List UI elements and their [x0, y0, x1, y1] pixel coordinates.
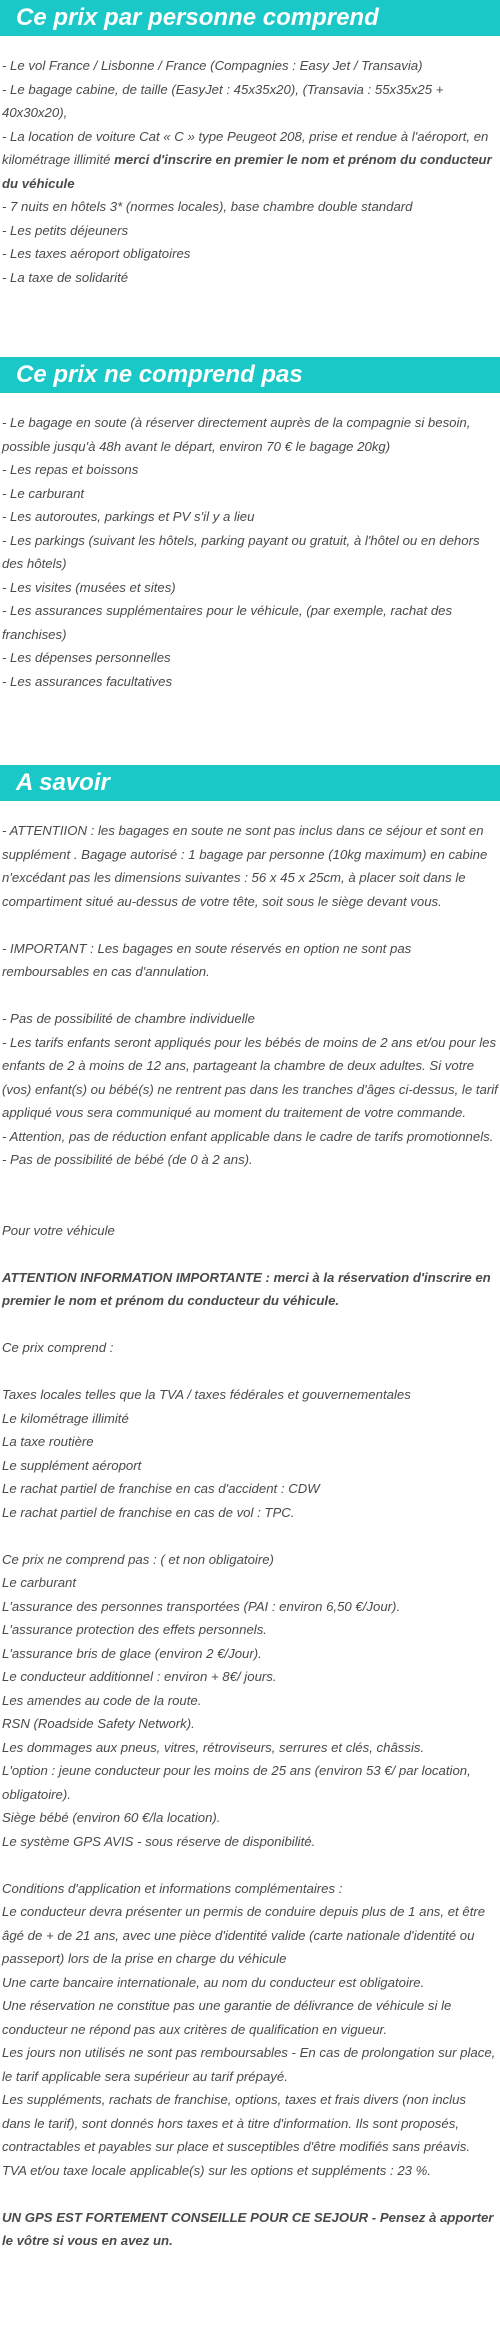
conditions-item: Le conducteur devra présenter un permis de conduire depuis plus de 1 ans, et être âgé de + de 21 ans, avec une pièce d'identité valide (carte nationale d'identité ou passeport) lors de la prise en charge du véhicule [2, 1904, 486, 1966]
list-item: - Le bagage cabine, de taille (EasyJet : 45x35x20), (Transavia : 55x35x25 + 40x30x20), [2, 81, 444, 120]
list-item: - Les parkings (suivant les hôtels, parking payant ou gratuit, à l'hôtel ou en dehors des hôtels) [2, 532, 480, 571]
vehicle-excluded-item: Le carburant [2, 1575, 77, 1590]
vehicle-excluded-item: Le conducteur additionnel : environ + 8€/ jours. [2, 1669, 277, 1684]
vehicle-included-item: Le supplément aéroport [2, 1457, 142, 1473]
list-item: - Le vol France / Lisbonne / France (Compagnies : Easy Jet / Transavia) [2, 58, 423, 73]
list-item: - Les repas et boissons [2, 462, 139, 477]
list-item [2, 125, 498, 196]
list-item: - 7 nuits en hôtels 3* (normes locales), base chambre double standard [2, 199, 413, 214]
list-item: - Les dépenses personnelles [2, 650, 171, 665]
vehicle-excluded-item: L'option : jeune conducteur pour les moins de 25 ans (environ 53 €/ par location, obligatoire). [2, 1763, 471, 1802]
section-banner-includes: Ce prix par personne comprend [0, 0, 500, 36]
rule-item: - Pas de possibilité de bébé (de 0 à 2 ans). [2, 1152, 253, 1167]
section-banner-info: A savoir [0, 765, 500, 801]
list-item: - Les autoroutes, parkings et PV s'il y a lieu [2, 509, 255, 524]
vehicle-excluded-item: L'assurance des personnes transportées (PAI : environ 6,50 €/Jour). [2, 1598, 401, 1614]
vehicle-excluded-item: Siège bébé (environ 60 €/la location). [2, 1810, 221, 1825]
vehicle-included-item: Taxes locales telles que la TVA / taxes fédérales et gouvernementales [2, 1387, 411, 1402]
list-item-bold-note: merci d'inscrire en premier le nom et prénom du conducteur du véhicule [2, 152, 492, 191]
list-item: - La taxe de solidarité [2, 269, 129, 285]
conditions-item: Une réservation ne constitue pas une garantie de délivrance de véhicule si le conducteur ne répond pas aux critères de qualification en vigueur. [2, 1998, 452, 2037]
vehicle-excluded-heading: Ce prix ne comprend pas : ( et non obligatoire) [2, 1551, 274, 1567]
list-item: - Les taxes aéroport obligatoires [2, 246, 191, 261]
vehicle-heading: Pour votre véhicule [2, 1222, 115, 1238]
conditions-item: Les suppléments, rachats de franchise, options, taxes et frais divers (non inclus dans le tarif), sont donnés hors taxes et à titre d'information. Ils sont proposés, contractables et payables sur place et susceptibles d'être modifiés sans préavis. TVA et/ou taxe locale applicable(s) sur les options et suppléments : 23 %. [2, 2092, 470, 2178]
vehicle-included-item: La taxe routière [2, 1434, 94, 1449]
list-item: - Le bagage en soute (à réserver directement auprès de la compagnie si besoin, possible jusqu'à 48h avant le départ, environ 70 € le bagage 20kg) [2, 415, 471, 454]
includes-list [2, 54, 498, 289]
info-section [0, 819, 500, 2253]
baggage-attention: - ATTENTIION : les bagages en soute ne sont pas inclus dans ce séjour et sont en supplément . Bagage autorisé : 1 bagage par personne (10kg maximum) en cabine n'excédant pas les dimensions suivantes : 56 x 45 x 25cm, à placer soit dans le compartiment situé au-dessus de votre tête, soit sous le siège devant vous. [2, 823, 488, 909]
vehicle-excluded-item: Les amendes au code de la route. [2, 1692, 202, 1708]
vehicle-excluded-item: L'assurance protection des effets personnels. [2, 1622, 267, 1637]
vehicle-excluded-item: L'assurance bris de glace (environ 2 €/Jour). [2, 1645, 262, 1661]
conditions-item: Les jours non utilisés ne sont pas remboursables - En cas de prolongation sur place, le tarif applicable sera supérieur au tarif prépayé. [2, 2045, 496, 2084]
vehicle-included-heading: Ce prix comprend : [2, 1340, 114, 1355]
vehicle-excluded-item: Les dommages aux pneus, vitres, rétroviseurs, serrures et clés, châssis. [2, 1739, 425, 1755]
excludes-section [0, 411, 500, 693]
vehicle-excluded-item: Le système GPS AVIS - sous réserve de disponibilité. [2, 1833, 316, 1849]
vehicle-excluded-item: RSN (Roadside Safety Network). [2, 1716, 195, 1731]
vehicle-included-item: Le kilométrage illimité [2, 1410, 129, 1426]
rule-item: - Attention, pas de réduction enfant applicable dans le cadre de tarifs promotionnels. [2, 1128, 494, 1144]
list-item: - Les assurances facultatives [2, 673, 173, 689]
list-item: - Le carburant [2, 485, 85, 501]
excludes-list [2, 411, 498, 693]
vehicle-included-item: Le rachat partiel de franchise en cas d'accident : CDW [2, 1481, 320, 1496]
list-item: - Les assurances supplémentaires pour le véhicule, (par exemple, rachat des franchises) [2, 603, 453, 642]
conditions-item: Une carte bancaire internationale, au nom du conducteur est obligatoire. [2, 1974, 425, 1990]
list-item: - Les visites (musées et sites) [2, 579, 176, 595]
info-content [2, 819, 498, 2253]
rule-item: - Les tarifs enfants seront appliqués pour les bébés de moins de 2 ans et/ou pour les enfants de 2 à moins de 12 ans, partageant la chambre de deux adultes. Si votre (vos) enfant(s) ou bébé(s) ne rentrent pas dans les tranches d'âges ci-dessus, le tarif appliqué vous sera communiqué au moment du traitement de votre commande. [2, 1034, 498, 1120]
list-item-text: - La location de voiture Cat « C » type Peugeot 208, prise et rendue à l'aéroport, en kilométrage illimité [2, 128, 489, 167]
section-banner-excludes: Ce prix ne comprend pas [0, 357, 500, 393]
conditions-item: Conditions d'application et informations complémentaires : [2, 1880, 343, 1896]
baggage-important: - IMPORTANT : Les bagages en soute réservés en option ne sont pas remboursables en cas d'annulation. [2, 940, 412, 979]
vehicle-attention: ATTENTION INFORMATION IMPORTANTE : merci à la réservation d'inscrire en premier le nom et prénom du conducteur du véhicule. [2, 1269, 491, 1308]
rule-item: - Pas de possibilité de chambre individuelle [2, 1011, 255, 1026]
list-item: - Les petits déjeuners [2, 222, 129, 238]
vehicle-included-item: Le rachat partiel de franchise en cas de vol : TPC. [2, 1504, 295, 1520]
includes-section [0, 54, 500, 289]
gps-note: UN GPS EST FORTEMENT CONSEILLE POUR CE SEJOUR - Pensez à apporter le vôtre si vous en avez un. [2, 2209, 494, 2248]
